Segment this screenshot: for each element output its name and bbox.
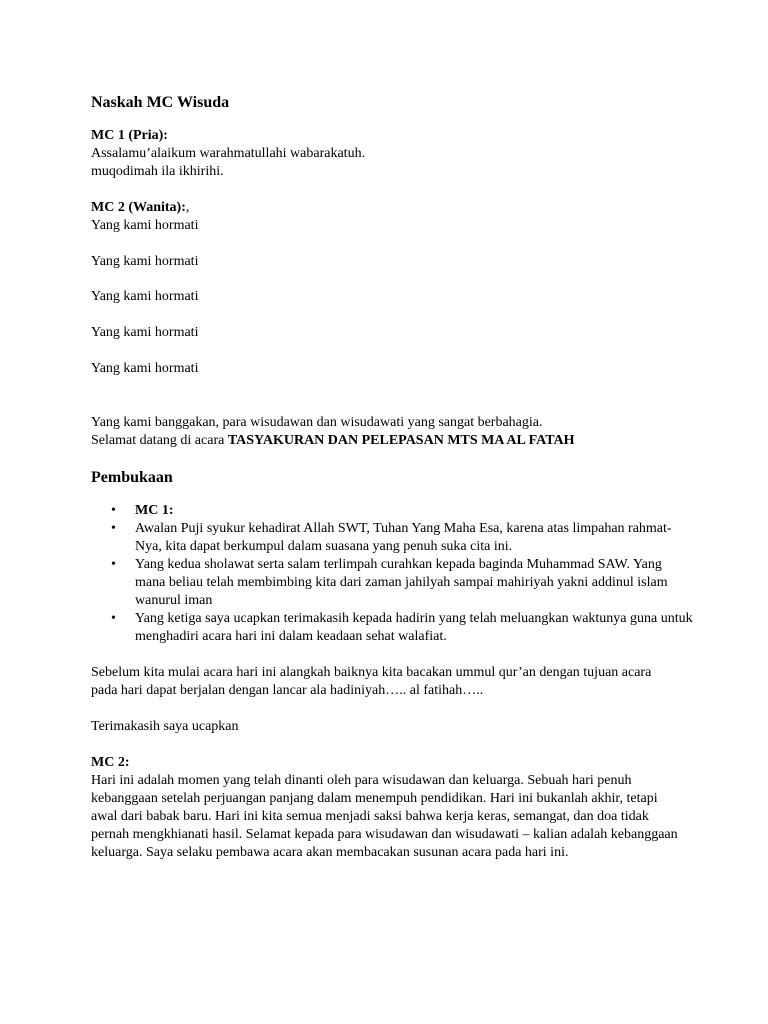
event-name: TASYAKURAN DAN PELEPASAN MTS MA AL FATAH: [227, 433, 575, 448]
document-title: Naskah MC Wisuda: [91, 94, 230, 111]
pembukaan-heading: Pembukaan: [91, 469, 173, 486]
mc1-greeting-line: Assalamu’alaikum warahmatullahi wabarakatuh.: [91, 146, 366, 161]
terimakasih-line: Terimakasih saya ucapkan: [91, 719, 239, 734]
mc1-label: MC 1 (Pria):: [91, 128, 168, 143]
hormati-line: Yang kami hormati: [91, 218, 199, 233]
selamat-datang-line: [91, 432, 768, 450]
selamat-prefix: Selamat datang di acara: [91, 433, 228, 448]
bullet-text: Awalan Puji syukur kehadirat Allah SWT, Tuhan Yang Maha Esa, karena atas limpahan rahmat-Nya, kita dapat berkumpul dalam suasana yang penuh suka cita ini.: [135, 521, 672, 554]
bullet-item-awalan: [111, 520, 695, 556]
hormati-line: Yang kami hormati: [91, 325, 199, 340]
bullet-text: Yang kedua sholawat serta salam terlimpah curahkan kepada baginda Muhammad SAW. Yang mana beliau telah membimbing kita dari zaman jahilyah sampai mahiriyah yakni addinul islam wanurul iman: [135, 557, 668, 608]
mc2-label-suffix: ,: [185, 200, 190, 215]
pembukaan-bullet-list: [91, 502, 695, 646]
mc2-label: MC 2 (Wanita):: [91, 200, 186, 215]
bullet-item-mc1: [111, 502, 695, 520]
hormati-line: Yang kami hormati: [91, 254, 199, 269]
mc2-paragraph: Hari ini adalah momen yang telah dinanti oleh para wisudawan dan keluarga. Sebuah hari penuh kebanggaan setelah perjuangan panjang dalam menempuh pendidikan. Hari ini bukanlah akhir, tetapi awal dari babak baru. Hari ini kita semua menjadi saksi bahwa kerja keras, semangat, dan doa tidak pernah mengkhianati hasil. Selamat kepada para wisudawan dan wisudawati – kalian adalah kebanggaan keluarga. Saya selaku pembawa acara akan membacakan susunan acara pada hari ini.: [91, 773, 678, 860]
bullet-dot-icon: •: [111, 521, 116, 536]
hormati-line: Yang kami hormati: [91, 361, 199, 376]
mc1-muqodimah-line: muqodimah ila ikhirihi.: [91, 164, 224, 179]
sebelum-paragraph: Sebelum kita mulai acara hari ini alangkah baiknya kita bacakan ummul qur’an dengan tujuan acara pada hari dapat berjalan dengan lancar ala hadiniyah….. al fatihah…..: [91, 665, 652, 698]
banggakan-line: Yang kami banggakan, para wisudawan dan wisudawati yang sangat berbahagia.: [91, 415, 543, 430]
mc2-label-line: [91, 199, 768, 217]
bullet-text: MC 1:: [135, 503, 174, 518]
bullet-dot-icon: •: [111, 557, 116, 572]
bullet-item-terimakasih: [111, 610, 695, 646]
bullet-dot-icon: •: [111, 611, 116, 626]
hormati-line: Yang kami hormati: [91, 289, 199, 304]
bullet-text: Yang ketiga saya ucapkan terimakasih kepada hadirin yang telah meluangkan waktunya guna untuk menghadiri acara hari ini dalam keadaan sehat walafiat.: [135, 611, 693, 644]
mc2-section-label: MC 2:: [91, 755, 130, 770]
bullet-item-sholawat: [111, 556, 695, 610]
bullet-dot-icon: •: [111, 503, 116, 518]
